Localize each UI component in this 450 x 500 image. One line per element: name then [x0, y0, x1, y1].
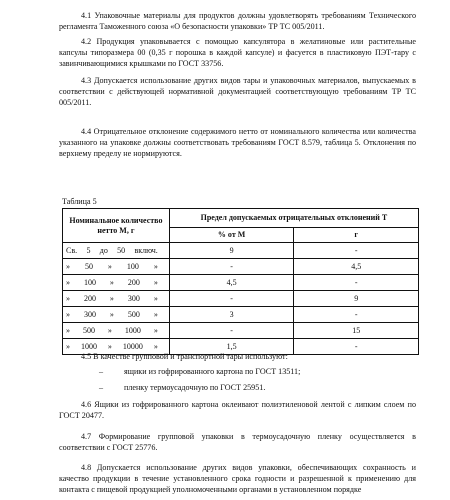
- range-part: »: [109, 277, 114, 287]
- cell-grams: -: [294, 275, 419, 291]
- range-part: »: [66, 325, 70, 335]
- range-part: »: [66, 277, 70, 287]
- cell-grams: -: [294, 243, 419, 259]
- range-part: »: [107, 325, 112, 335]
- range-part: до: [99, 245, 108, 255]
- header-tolerance-group: Предел допускаемых отрицательных отклонений Т: [169, 209, 418, 228]
- range-part: »: [107, 261, 112, 271]
- paragraph-4-8: 4.8 Допускается использование других видов упаковки, обеспечивающих сохранность и качество продукции в течение установленного срока годности и разрешенной к применению для контакта с пищевой продукцией уполномоченными органами в установленном порядке: [59, 463, 416, 495]
- cell-percent: 4,5: [169, 275, 294, 291]
- table-row: [63, 259, 419, 275]
- header-nominal-quantity: Номинальное количество нетто М, г: [63, 209, 170, 243]
- cell-grams: 9: [294, 291, 419, 307]
- table-row: [63, 307, 419, 323]
- cell-range: [63, 323, 170, 339]
- cell-grams: 4,5: [294, 259, 419, 275]
- range-part: Св.: [66, 245, 78, 255]
- table-caption: Таблица 5: [62, 197, 97, 206]
- cell-grams: -: [294, 339, 419, 355]
- cell-percent: 1,5: [169, 339, 294, 355]
- cell-grams: 15: [294, 323, 419, 339]
- range-part: 300: [127, 293, 140, 303]
- table-row: [63, 291, 419, 307]
- range-part: »: [153, 293, 158, 303]
- range-part: »: [107, 341, 112, 351]
- range-part: »: [153, 261, 158, 271]
- cell-range: [63, 291, 170, 307]
- table-row: [63, 275, 419, 291]
- range-part: »: [109, 309, 114, 319]
- header-grams: г: [294, 228, 419, 243]
- range-part: 5: [86, 245, 91, 255]
- tolerance-table: [62, 208, 419, 355]
- range-part: 1000: [124, 325, 141, 335]
- range-part: 300: [83, 309, 96, 319]
- paragraph-4-6: 4.6 Ящики из гофрированного картона оклеивают полиэтиленовой лентой с липким слоем по ГОСТ 20477.: [59, 400, 416, 421]
- cell-range: [63, 259, 170, 275]
- cell-percent: -: [169, 291, 294, 307]
- header-percent: % от М: [169, 228, 294, 243]
- range-part: 50: [84, 261, 93, 271]
- range-part: 100: [83, 277, 96, 287]
- range-part: 200: [83, 293, 96, 303]
- cell-percent: -: [169, 323, 294, 339]
- range-part: »: [66, 309, 70, 319]
- range-part: включ.: [134, 245, 158, 255]
- paragraph-4-5: 4.5 В качестве групповой и транспортной тары используют:: [81, 352, 288, 361]
- range-part: »: [109, 293, 114, 303]
- cell-percent: 3: [169, 307, 294, 323]
- range-part: 500: [82, 325, 95, 335]
- list-dash: –: [99, 383, 104, 392]
- range-part: 500: [127, 309, 140, 319]
- list-item-shrink-film: пленку термоусадочную по ГОСТ 25951.: [124, 383, 266, 392]
- list-item-cardboard-boxes: ящики из гофрированного картона по ГОСТ 13511;: [124, 367, 301, 376]
- range-part: 200: [127, 277, 140, 287]
- paragraph-4-4: 4.4 Отрицательное отклонение содержимого нетто от номинального количества или количества указанного на упаковке должны соответствовать требованиям ГОСТ 8.579, таблица 5. Отклонения по верхнему пределу не нормируются.: [59, 127, 416, 159]
- cell-percent: 9: [169, 243, 294, 259]
- range-part: »: [153, 277, 158, 287]
- paragraph-4-1: 4.1 Упаковочные материалы для продуктов должны удовлетворять требованиям Технического регламента Таможенного союза «О безопасности упаковки» ТР ТС 005/2011.: [59, 11, 416, 32]
- range-part: 1000: [80, 341, 97, 351]
- table-body: [63, 243, 419, 355]
- cell-range: [63, 275, 170, 291]
- range-part: »: [66, 341, 70, 351]
- range-part: »: [66, 293, 70, 303]
- cell-percent: -: [169, 259, 294, 275]
- cell-range: [63, 307, 170, 323]
- list-dash: –: [99, 367, 104, 376]
- paragraph-4-7: 4.7 Формирование групповой упаковки в термоусадочную пленку осуществляется в соответствии с ГОСТ 25776.: [59, 432, 416, 453]
- range-part: 10000: [122, 341, 143, 351]
- table-row: [63, 323, 419, 339]
- paragraph-4-2: 4.2 Продукция упаковывается с помощью капсулятора в желатиновые или растительные капсулы типоразмера 00 (0,35 г порошка в каждой капсуле) и фасуется в пластиковую ПЭТ-тару с завинчивающимися крышками по ГОСТ 33756.: [59, 37, 416, 69]
- range-part: »: [66, 261, 70, 271]
- paragraph-4-3: 4.3 Допускается использование других видов тары и упаковочных материалов, выпускаемых в соответствии с действующей нормативной документацией соответствующую требованиям ТР ТС 005/2011.: [59, 76, 416, 108]
- range-part: »: [153, 309, 158, 319]
- range-part: »: [153, 325, 158, 335]
- cell-range: [63, 243, 170, 259]
- cell-grams: -: [294, 307, 419, 323]
- table-row: [63, 243, 419, 259]
- range-part: 100: [126, 261, 139, 271]
- range-part: 50: [117, 245, 126, 255]
- range-part: »: [153, 341, 158, 351]
